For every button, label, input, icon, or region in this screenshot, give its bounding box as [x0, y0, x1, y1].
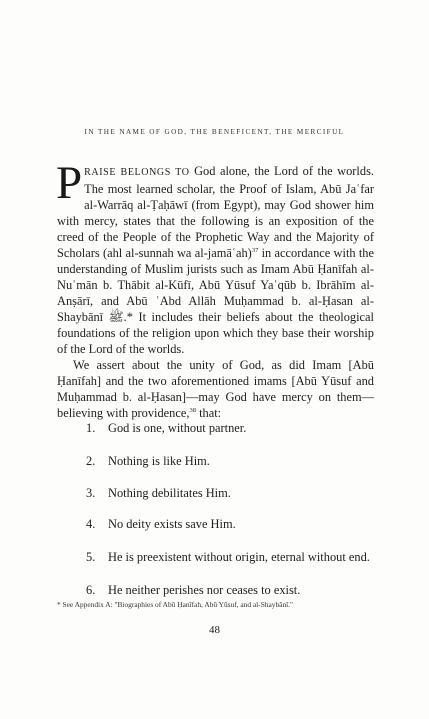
- paragraph-2-text: We assert about the unity of God, as did Imam [Abū Ḥanīfah] and the two aforementioned imams [Abū Yūsuf and Muḥammad b. al-Ḥasan]—may God have mercy on them—believing with providence,: [57, 358, 374, 420]
- item-text: Nothing is like Him.: [108, 454, 210, 468]
- footnote: * See Appendix A: "Biographies of Abū Ḥanīfah, Abū Yūsuf, and al-Shaybānī.": [57, 600, 294, 609]
- item-text: He neither perishes nor ceases to exist.: [108, 583, 301, 597]
- item-number: 5.: [86, 550, 96, 564]
- paragraph-2: [57, 357, 374, 421]
- list-item: [86, 485, 231, 501]
- page-number: 48: [209, 624, 220, 636]
- paragraph-1-text: God alone, the Lord of the worlds. The most learned scholar, the Proof of Islam, Abū Jaʿfar al-Warrāq al-Ṭaḥāwī (from Egypt), may God shower him with mercy, states that the following is an exposition of the creed of the People of the Prophetic Way and the Majority of Scholars (ahl al-sunnah wa al-jamāʿah): [57, 164, 374, 260]
- item-number: 1.: [86, 421, 96, 435]
- page-heading: IN THE NAME OF GOD, THE BENEFICENT, THE MERCIFUL: [84, 128, 345, 136]
- footnote-ref-38: 38: [189, 406, 196, 414]
- drop-cap: P: [56, 157, 83, 209]
- item-number: 6.: [86, 583, 96, 597]
- paragraph-1: [56, 157, 375, 357]
- item-text: God is one, without partner.: [108, 421, 247, 435]
- footnote-ref-37: 37: [251, 246, 259, 254]
- list-item: [86, 516, 236, 532]
- paragraph-2-text-cont: that:: [195, 406, 222, 420]
- list-item: [86, 549, 370, 565]
- list-item: [86, 582, 300, 598]
- list-item: [86, 453, 210, 469]
- item-text: Nothing debilitates Him.: [108, 486, 231, 500]
- item-number: 4.: [86, 517, 96, 531]
- item-number: 3.: [86, 486, 96, 500]
- lead-in-smallcaps: RAISE BELONGS TO: [84, 167, 190, 178]
- list-item: [86, 420, 246, 436]
- item-number: 2.: [86, 454, 96, 468]
- item-text: No deity exists save Him.: [108, 517, 236, 531]
- item-text: He is preexistent without origin, eternal without end.: [108, 550, 370, 564]
- body-text: [56, 157, 375, 421]
- paragraph-1-text-cont: in accordance with the understanding of Muslim jurists such as Imam Abū Ḥanīfah al-Nuʿmān b. Thābit al-Kūfī, Abū Yūsuf Yaʿqūb b. Ibrāhīm al-Anṣārī, and Abū ʿAbd Allāh Muḥammad b. al-Ḥasan al-Shaybānī ﷺ.* It includes their beliefs about the theological foundations of the religion upon which they base their worship of the Lord of the worlds.: [57, 246, 375, 356]
